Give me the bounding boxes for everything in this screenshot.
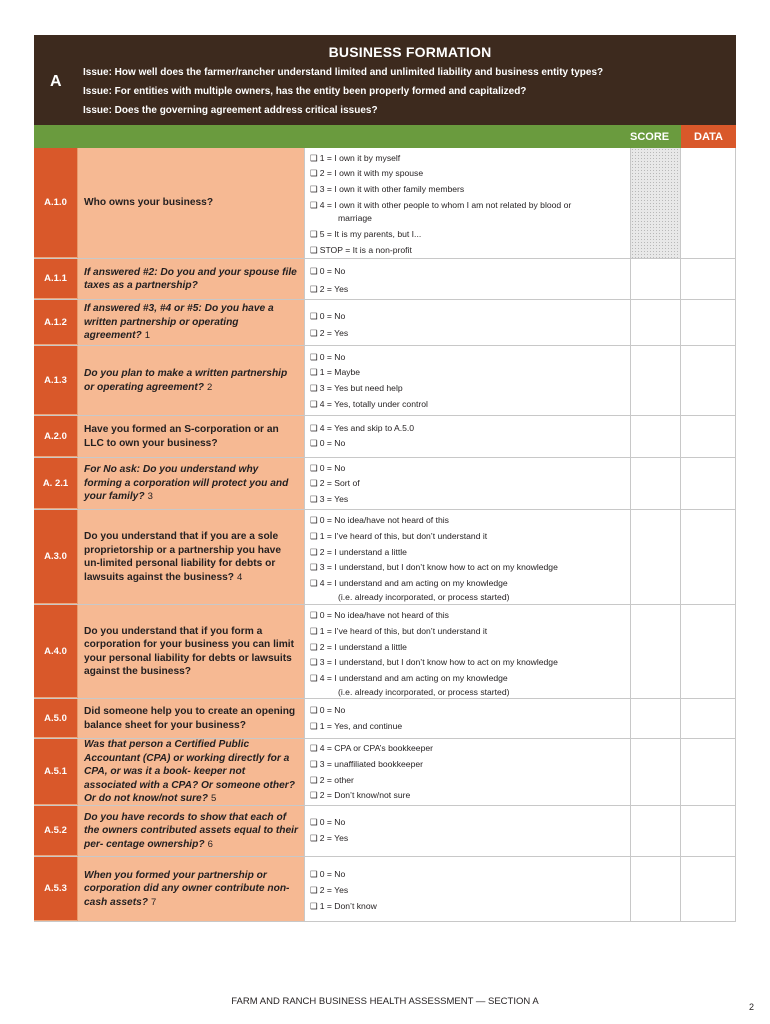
answer-option[interactable] xyxy=(310,383,403,394)
checkbox-icon[interactable]: ❑ xyxy=(310,817,318,827)
answer-options xyxy=(306,458,631,509)
question-code: A. 2.1 xyxy=(34,458,77,509)
checkbox-icon[interactable]: ❑ xyxy=(310,328,318,338)
section-letter: A xyxy=(50,73,62,90)
answer-options xyxy=(306,806,631,856)
answer-option[interactable] xyxy=(310,184,464,195)
score-column-header: SCORE xyxy=(630,131,670,143)
score-cell[interactable] xyxy=(631,605,681,698)
score-cell[interactable] xyxy=(631,259,681,299)
section-header xyxy=(34,35,736,125)
question-text-cell xyxy=(77,510,305,604)
checkbox-icon[interactable]: ❑ xyxy=(310,200,318,210)
question-text-cell xyxy=(77,699,305,738)
checkbox-icon[interactable]: ❑ xyxy=(310,515,318,525)
data-cell[interactable] xyxy=(681,300,736,345)
question-text: Do you understand that if you form a corporation for your business you can limit your personal liability for debts or lawsuits against the business? xyxy=(84,625,295,677)
question-text: Who owns your business? xyxy=(84,197,214,209)
checkbox-icon[interactable]: ❑ xyxy=(310,478,318,488)
checkbox-icon[interactable]: ❑ xyxy=(310,531,318,541)
answer-label: 1 = Yes, and continue xyxy=(319,721,403,731)
checkbox-icon[interactable]: ❑ xyxy=(310,578,318,588)
answer-option[interactable] xyxy=(310,901,377,912)
checkbox-icon[interactable]: ❑ xyxy=(310,869,318,879)
score-cell xyxy=(631,148,681,258)
table-row xyxy=(34,458,736,510)
data-cell[interactable] xyxy=(681,699,736,738)
checkbox-icon[interactable]: ❑ xyxy=(310,547,318,557)
checkbox-icon[interactable]: ❑ xyxy=(310,266,318,276)
checkbox-icon[interactable]: ❑ xyxy=(310,383,318,393)
answer-label: 0 = No xyxy=(319,311,346,321)
question-text-cell xyxy=(77,857,305,921)
score-cell[interactable] xyxy=(631,806,681,856)
answer-options xyxy=(306,510,631,604)
question-text: Do you have records to show that each of the owners contributed assets equal to their per- centage ownership? xyxy=(84,811,298,850)
page-number: 2 xyxy=(748,1002,754,1012)
answer-label: 0 = No xyxy=(319,438,346,448)
answer-option[interactable] xyxy=(310,311,345,322)
answer-options xyxy=(306,699,631,738)
answer-continuation xyxy=(338,213,372,224)
answer-options xyxy=(306,259,631,299)
answer-label: 2 = Yes xyxy=(319,833,349,843)
question-code: A.1.1 xyxy=(34,259,77,299)
answer-label: 3 = Yes xyxy=(319,494,349,504)
question-text-cell xyxy=(77,739,305,805)
checkbox-icon[interactable]: ❑ xyxy=(310,245,318,255)
answer-label: 3 = I own it with other family members xyxy=(319,184,465,194)
answer-label: 3 = I understand, but I don’t know how to act on my knowledge xyxy=(319,657,558,667)
answer-label: 0 = No idea/have not heard of this xyxy=(319,515,449,525)
data-cell[interactable] xyxy=(681,806,736,856)
question-text-cell xyxy=(77,416,305,457)
answer-option[interactable] xyxy=(310,438,345,449)
answer-options xyxy=(306,300,631,345)
answer-option[interactable] xyxy=(310,478,360,489)
checkbox-icon[interactable]: ❑ xyxy=(310,833,318,843)
answer-label: 2 = Sort of xyxy=(319,478,360,488)
checkbox-icon[interactable]: ❑ xyxy=(310,610,318,620)
answer-option[interactable] xyxy=(310,229,421,240)
answer-option[interactable] xyxy=(310,869,345,880)
question-text: For No ask: Do you understand why forming a corporation will protect you and your family? xyxy=(84,464,289,503)
answer-option[interactable] xyxy=(310,515,449,526)
issue-3: Issue: Does the governing agreement address critical issues? xyxy=(83,105,378,116)
answer-label: 0 = No xyxy=(319,817,346,827)
table-row xyxy=(34,300,736,346)
question-text: If answered #2: Do you and your spouse file taxes as a partnership? xyxy=(84,266,297,291)
answer-label: 2 = I understand a little xyxy=(319,642,407,652)
table-row xyxy=(34,510,736,605)
checkbox-icon[interactable]: ❑ xyxy=(310,562,318,572)
data-cell[interactable] xyxy=(681,857,736,921)
answer-option[interactable] xyxy=(310,610,449,621)
question-text: Do you understand that if you are a sole proprietorship or a partnership you have un-limited personal liability for debts or lawsuits against the business? xyxy=(84,531,281,583)
answer-label: 2 = Yes xyxy=(319,328,349,338)
score-cell[interactable] xyxy=(631,300,681,345)
question-code: A.2.0 xyxy=(34,416,77,457)
question-text-cell xyxy=(77,148,305,258)
footnote-marker: 7 xyxy=(151,896,157,908)
question-text-cell xyxy=(77,458,305,509)
issue-1: Issue: How well does the farmer/rancher understand limited and unlimited liability and business entity types? xyxy=(83,67,604,78)
answer-label: 0 = No idea/have not heard of this xyxy=(319,610,449,620)
answer-option[interactable] xyxy=(310,531,487,542)
answer-label: 3 = I understand, but I don’t know how to act on my knowledge xyxy=(319,562,558,572)
question-text: Do you plan to make a written partnership or operating agreement? xyxy=(84,368,288,393)
question-text-cell xyxy=(77,605,305,698)
issue-2: Issue: For entities with multiple owners, has the entity been properly formed and capitalized? xyxy=(83,86,527,97)
score-cell[interactable] xyxy=(631,346,681,415)
answer-label: 1 = I’ve heard of this, but don’t understand it xyxy=(319,626,488,636)
checkbox-icon[interactable]: ❑ xyxy=(310,463,318,473)
answer-label: 0 = No xyxy=(319,266,346,276)
score-cell[interactable] xyxy=(631,857,681,921)
answer-label: (i.e. already incorporated, or process started) xyxy=(338,687,510,697)
answer-label: STOP = It is a non-profit xyxy=(319,245,412,255)
data-cell[interactable] xyxy=(681,148,736,258)
question-text-cell xyxy=(77,300,305,345)
score-cell[interactable] xyxy=(631,458,681,509)
answer-option[interactable] xyxy=(310,168,423,179)
checkbox-icon[interactable]: ❑ xyxy=(310,885,318,895)
footnote-marker: 5 xyxy=(210,793,217,805)
checkbox-icon[interactable]: ❑ xyxy=(310,743,318,753)
footnote-marker: 3 xyxy=(147,491,153,503)
question-code: A.5.0 xyxy=(34,699,77,738)
score-cell[interactable] xyxy=(631,510,681,604)
answer-option[interactable] xyxy=(310,153,400,164)
checkbox-icon[interactable]: ❑ xyxy=(310,153,318,163)
checkbox-icon[interactable]: ❑ xyxy=(310,168,318,178)
answer-label: 0 = No xyxy=(319,705,346,715)
checkbox-icon[interactable]: ❑ xyxy=(310,721,318,731)
checkbox-icon[interactable]: ❑ xyxy=(310,423,318,433)
answer-label: 0 = No xyxy=(319,869,346,879)
table-row xyxy=(34,857,736,922)
answer-label: 2 = other xyxy=(319,775,354,785)
answer-option[interactable] xyxy=(310,547,407,558)
checkbox-icon[interactable]: ❑ xyxy=(310,352,318,362)
answer-label: 1 = I own it by myself xyxy=(319,153,401,163)
answer-option[interactable] xyxy=(310,494,348,505)
answer-label: 4 = Yes and skip to A.5.0 xyxy=(319,423,415,433)
answer-option[interactable] xyxy=(310,245,412,256)
table-row xyxy=(34,346,736,416)
question-code: A.1.3 xyxy=(34,346,77,415)
answer-label: 2 = I own it with my spouse xyxy=(319,168,424,178)
checkbox-icon[interactable]: ❑ xyxy=(310,229,318,239)
table-row xyxy=(34,739,736,806)
question-text-cell xyxy=(77,806,305,856)
data-cell[interactable] xyxy=(681,458,736,509)
answer-option[interactable] xyxy=(310,284,348,295)
answer-options xyxy=(306,416,631,457)
answer-label: 0 = No xyxy=(319,352,346,362)
checkbox-icon[interactable]: ❑ xyxy=(310,284,318,294)
answer-label: 2 = I understand a little xyxy=(319,547,407,557)
answer-option[interactable] xyxy=(310,562,558,573)
question-text-cell xyxy=(77,259,305,299)
checkbox-icon[interactable]: ❑ xyxy=(310,494,318,504)
data-cell[interactable] xyxy=(681,605,736,698)
answer-option[interactable] xyxy=(310,399,428,410)
table-row xyxy=(34,416,736,458)
answer-option[interactable] xyxy=(310,626,487,637)
answer-label: 2 = Yes xyxy=(319,885,349,895)
question-code: A.1.0 xyxy=(34,148,77,258)
table-row xyxy=(34,699,736,739)
answer-label: 1 = I’ve heard of this, but don’t understand it xyxy=(319,531,488,541)
answer-label: marriage xyxy=(338,213,372,223)
data-column-header: DATA xyxy=(681,125,736,148)
answer-label: 0 = No xyxy=(319,463,346,473)
answer-label: 4 = CPA or CPA’s bookkeeper xyxy=(319,743,434,753)
answer-label: 4 = I understand and am acting on my knowledge xyxy=(319,673,508,683)
answer-option[interactable] xyxy=(310,721,402,732)
answer-label: 3 = unaffiliated bookkeeper xyxy=(319,759,424,769)
answer-label: 2 = Don’t know/not sure xyxy=(319,790,411,800)
checkbox-icon[interactable]: ❑ xyxy=(310,311,318,321)
answer-option[interactable] xyxy=(310,775,354,786)
answer-options xyxy=(306,346,631,415)
checkbox-icon[interactable]: ❑ xyxy=(310,673,318,683)
page-footer: FARM AND RANCH BUSINESS HEALTH ASSESSMENT — SECTION A xyxy=(231,996,539,1007)
checkbox-icon[interactable]: ❑ xyxy=(310,438,318,448)
checkbox-icon[interactable]: ❑ xyxy=(310,367,318,377)
checkbox-icon[interactable]: ❑ xyxy=(310,642,318,652)
table-row xyxy=(34,259,736,300)
answer-option[interactable] xyxy=(310,790,410,801)
table-row xyxy=(34,605,736,699)
question-text: Was that person a Certified Public Accountant (CPA) or working directly for a CPA, or was it a book- keeper not associated with a CPA? Or someone other? Or do not know/not sure? xyxy=(84,739,295,805)
checkbox-icon[interactable]: ❑ xyxy=(310,399,318,409)
question-text: When you formed your partnership or corporation did any owner contribute non-cash assets? xyxy=(84,869,290,908)
answer-option[interactable] xyxy=(310,833,348,844)
question-code: A.4.0 xyxy=(34,605,77,698)
answer-options xyxy=(306,857,631,921)
answer-label: 1 = Don’t know xyxy=(319,901,377,911)
question-code: A.5.3 xyxy=(34,857,77,921)
column-header-bar xyxy=(34,125,736,148)
answer-options xyxy=(306,605,631,698)
score-cell[interactable] xyxy=(631,699,681,738)
answer-continuation xyxy=(338,687,509,698)
answer-label: (i.e. already incorporated, or process started) xyxy=(338,592,510,602)
answer-option[interactable] xyxy=(310,266,345,277)
data-cell[interactable] xyxy=(681,259,736,299)
question-code: A.5.2 xyxy=(34,806,77,856)
question-code: A.1.2 xyxy=(34,300,77,345)
question-code: A.3.0 xyxy=(34,510,77,604)
answer-option[interactable] xyxy=(310,642,407,653)
data-cell[interactable] xyxy=(681,346,736,415)
checkbox-icon[interactable]: ❑ xyxy=(310,626,318,636)
checkbox-icon[interactable]: ❑ xyxy=(310,705,318,715)
score-cell[interactable] xyxy=(631,739,681,805)
footnote-marker: 1 xyxy=(144,330,151,342)
checkbox-icon[interactable]: ❑ xyxy=(310,790,318,800)
answer-option[interactable] xyxy=(310,352,345,363)
answer-option[interactable] xyxy=(310,817,345,828)
answer-option[interactable] xyxy=(310,367,360,378)
question-text-cell xyxy=(77,346,305,415)
question-code: A.5.1 xyxy=(34,739,77,805)
answer-options xyxy=(306,739,631,805)
checkbox-icon[interactable]: ❑ xyxy=(310,184,318,194)
answer-option[interactable] xyxy=(310,578,508,589)
answer-label: 5 = It is my parents, but I... xyxy=(319,229,422,239)
checkbox-icon[interactable]: ❑ xyxy=(310,759,318,769)
answer-options xyxy=(306,148,631,258)
answer-option[interactable] xyxy=(310,463,345,474)
answer-option[interactable] xyxy=(310,328,348,339)
data-cell[interactable] xyxy=(681,739,736,805)
answer-label: 4 = I understand and am acting on my knowledge xyxy=(319,578,508,588)
answer-label: 1 = Maybe xyxy=(319,367,361,377)
question-text: Did someone help you to create an opening balance sheet for your business? xyxy=(84,706,296,731)
data-cell[interactable] xyxy=(681,416,736,457)
footnote-marker: 6 xyxy=(207,838,213,850)
answer-continuation xyxy=(338,592,509,603)
table-row xyxy=(34,148,736,259)
section-title: BUSINESS FORMATION xyxy=(328,44,492,60)
answer-option[interactable] xyxy=(310,705,345,716)
answer-label: 2 = Yes xyxy=(319,284,349,294)
question-text: If answered #3, #4 or #5: Do you have a written partnership or operating agreement? xyxy=(84,303,274,342)
answer-option[interactable] xyxy=(310,423,414,434)
answer-option[interactable] xyxy=(310,743,433,754)
table-row xyxy=(34,806,736,857)
answer-option[interactable] xyxy=(310,673,508,684)
answer-label: 3 = Yes but need help xyxy=(319,383,403,393)
checkbox-icon[interactable]: ❑ xyxy=(310,901,318,911)
data-cell[interactable] xyxy=(681,510,736,604)
question-text: Have you formed an S-corporation or an LLC to own your business? xyxy=(84,424,279,449)
answer-label: 4 = I own it with other people to whom I am not related by blood or xyxy=(319,200,572,210)
footnote-marker: 2 xyxy=(207,381,213,393)
answer-option[interactable] xyxy=(310,885,348,896)
answer-label: 4 = Yes, totally under control xyxy=(319,399,428,409)
footnote-marker: 4 xyxy=(237,571,243,583)
answer-option[interactable] xyxy=(310,657,558,668)
answer-option[interactable] xyxy=(310,759,423,770)
score-cell[interactable] xyxy=(631,416,681,457)
checkbox-icon[interactable]: ❑ xyxy=(310,657,318,667)
answer-option[interactable] xyxy=(310,200,571,211)
checkbox-icon[interactable]: ❑ xyxy=(310,775,318,785)
